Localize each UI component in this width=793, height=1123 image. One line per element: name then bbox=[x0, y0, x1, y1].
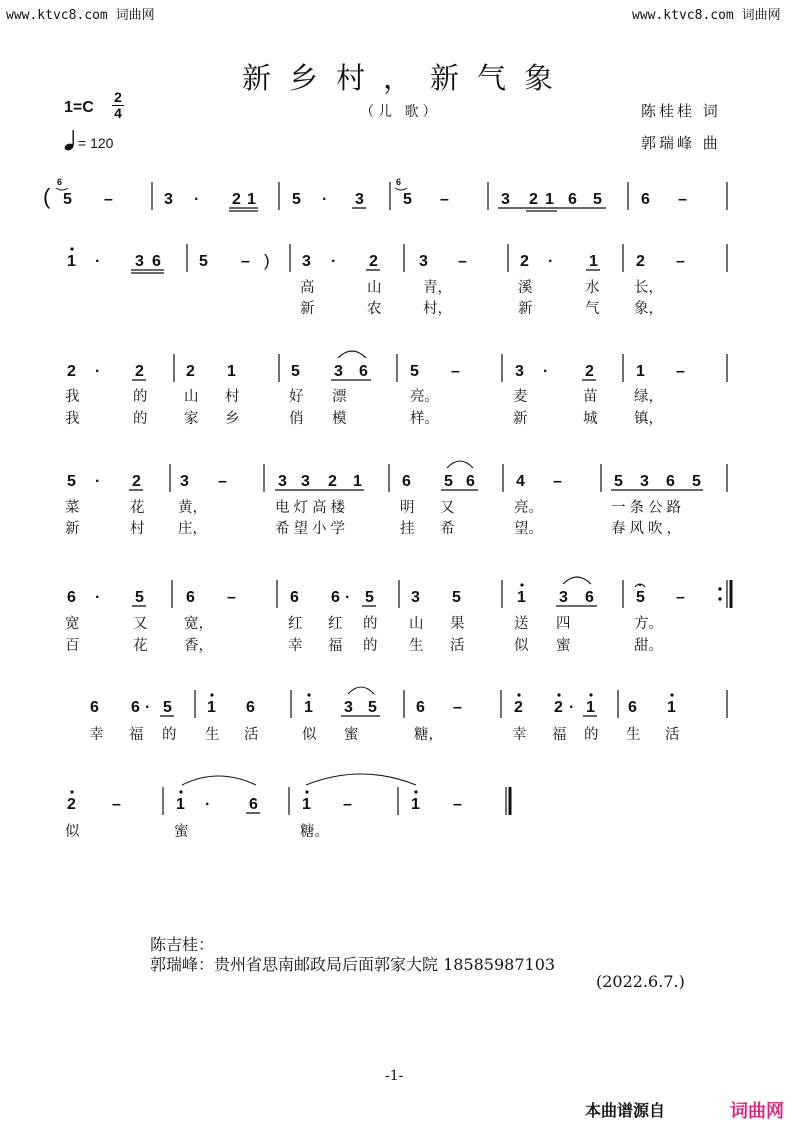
lyric: 漂 bbox=[332, 389, 347, 405]
svg-text:5: 5 bbox=[444, 473, 453, 490]
lyric: 山 bbox=[367, 280, 382, 296]
intro-paren: ( bbox=[43, 184, 51, 209]
lyric: 希 bbox=[440, 521, 455, 537]
svg-text:6: 6 bbox=[585, 589, 594, 606]
svg-text:3: 3 bbox=[344, 699, 353, 716]
svg-text:6: 6 bbox=[416, 699, 425, 716]
svg-text:5: 5 bbox=[291, 363, 300, 380]
svg-text:1: 1 bbox=[304, 699, 313, 716]
svg-text:–: – bbox=[112, 796, 121, 813]
lyric: 农 bbox=[367, 301, 382, 317]
svg-text:2: 2 bbox=[636, 253, 645, 270]
svg-text:–: – bbox=[453, 699, 462, 716]
svg-text:1: 1 bbox=[207, 699, 216, 716]
page-number: -1- bbox=[385, 1068, 404, 1084]
svg-text:·: · bbox=[95, 473, 101, 490]
svg-text:6: 6 bbox=[359, 363, 368, 380]
svg-text:2: 2 bbox=[554, 699, 563, 716]
lyric: 似 bbox=[65, 824, 80, 840]
lyric: 的 bbox=[133, 411, 148, 427]
svg-text:2: 2 bbox=[369, 253, 378, 270]
lyric: 我 bbox=[65, 411, 80, 427]
svg-text:6: 6 bbox=[290, 589, 299, 606]
svg-text:6: 6 bbox=[331, 589, 340, 606]
lyric: 高 bbox=[300, 280, 315, 296]
lyric: 青， bbox=[423, 280, 452, 296]
time-bottom: 4 bbox=[114, 105, 122, 121]
svg-text:5: 5 bbox=[163, 699, 172, 716]
lyric: 新 bbox=[65, 521, 80, 537]
lyric: 的 bbox=[162, 727, 177, 743]
lyric: 溪 bbox=[518, 280, 533, 296]
svg-text:6: 6 bbox=[131, 699, 140, 716]
svg-text:6: 6 bbox=[246, 699, 255, 716]
svg-text:–: – bbox=[104, 191, 113, 208]
lyric: 象， bbox=[634, 301, 663, 317]
lyric: 蜜 bbox=[174, 824, 189, 840]
svg-text:6: 6 bbox=[628, 699, 637, 716]
svg-text:1: 1 bbox=[411, 796, 420, 813]
lyric: 水 bbox=[585, 280, 600, 296]
svg-text:·: · bbox=[322, 191, 328, 208]
lyric: 活 bbox=[665, 727, 680, 743]
svg-text:1: 1 bbox=[227, 363, 236, 380]
lyric: 似 bbox=[302, 727, 317, 743]
lyric: 我 bbox=[65, 389, 80, 405]
lyric: 似 bbox=[514, 638, 529, 654]
tempo-value: = 120 bbox=[78, 135, 114, 151]
svg-text:5: 5 bbox=[292, 191, 301, 208]
system-2 bbox=[67, 244, 727, 273]
lyric: 福 bbox=[328, 638, 343, 654]
lyric: 山 bbox=[409, 616, 424, 632]
lyric: 黄， bbox=[178, 500, 207, 516]
svg-text:5: 5 bbox=[614, 473, 623, 490]
lyric: 好 bbox=[289, 389, 304, 405]
svg-text:–: – bbox=[553, 473, 562, 490]
svg-text:–: – bbox=[676, 253, 685, 270]
lyric: 福 bbox=[552, 727, 567, 743]
watermark-site: www.ktvc8.com bbox=[6, 8, 108, 23]
lyric: 糖。 bbox=[300, 824, 329, 840]
svg-text:·: · bbox=[345, 589, 351, 606]
svg-text:3: 3 bbox=[334, 363, 343, 380]
system-1 bbox=[43, 177, 727, 211]
lyric: 俏 bbox=[289, 411, 304, 427]
svg-text:2: 2 bbox=[186, 363, 195, 380]
svg-text:1: 1 bbox=[353, 473, 362, 490]
key-signature: 1=C bbox=[64, 99, 94, 116]
svg-text:2: 2 bbox=[67, 796, 76, 813]
lyric: 挂 bbox=[400, 521, 415, 537]
lyric: 幸 bbox=[288, 638, 303, 654]
svg-text:1: 1 bbox=[589, 253, 598, 270]
svg-text:6: 6 bbox=[666, 473, 675, 490]
svg-text:3: 3 bbox=[180, 473, 189, 490]
lyric: 村 bbox=[130, 521, 145, 537]
lyric: 生 bbox=[409, 638, 424, 654]
svg-text:5: 5 bbox=[368, 699, 377, 716]
lyric: 果 bbox=[450, 616, 465, 632]
svg-text:): ) bbox=[264, 251, 270, 270]
lyric: 明 bbox=[400, 500, 415, 516]
lyric: 长， bbox=[634, 280, 663, 296]
svg-text:5: 5 bbox=[365, 589, 374, 606]
lyric: 城 bbox=[583, 411, 598, 427]
lyric: 春风吹， bbox=[611, 521, 685, 537]
svg-text:6: 6 bbox=[67, 589, 76, 606]
svg-text:2: 2 bbox=[514, 699, 523, 716]
svg-text:·: · bbox=[205, 796, 211, 813]
grace-note: 6 bbox=[57, 177, 63, 187]
system-5 bbox=[67, 577, 731, 608]
watermark-site: www.ktvc8.com bbox=[632, 8, 734, 23]
lyric: 四 bbox=[556, 616, 571, 632]
lyric: 亮。 bbox=[410, 389, 439, 405]
lyric: 新 bbox=[300, 301, 315, 317]
lyric: 望。 bbox=[514, 521, 543, 537]
svg-text:2: 2 bbox=[328, 473, 337, 490]
lyric: 山 bbox=[184, 389, 199, 405]
lyric: 生 bbox=[626, 727, 641, 743]
lyric: 希望小学 bbox=[275, 521, 349, 537]
svg-text:·: · bbox=[194, 191, 200, 208]
svg-text:3: 3 bbox=[135, 253, 144, 270]
svg-text:·: · bbox=[145, 699, 151, 716]
svg-text:6: 6 bbox=[90, 699, 99, 716]
svg-text:1: 1 bbox=[545, 191, 554, 208]
lyric: 样。 bbox=[410, 411, 439, 427]
lyric: 气 bbox=[585, 301, 600, 317]
svg-text:3: 3 bbox=[640, 473, 649, 490]
lyric: 苗 bbox=[583, 389, 598, 405]
svg-text:1: 1 bbox=[586, 699, 595, 716]
svg-text:·: · bbox=[95, 253, 101, 270]
svg-text:3: 3 bbox=[278, 473, 287, 490]
lyric: 又 bbox=[133, 616, 148, 632]
svg-text:3: 3 bbox=[419, 253, 428, 270]
lyric: 新 bbox=[518, 301, 533, 317]
svg-text:3: 3 bbox=[355, 191, 364, 208]
svg-text:5: 5 bbox=[410, 363, 419, 380]
song-subtitle: （儿 歌） bbox=[360, 104, 441, 120]
svg-text:·: · bbox=[95, 363, 101, 380]
svg-text:6: 6 bbox=[152, 253, 161, 270]
lyric: 蜜 bbox=[344, 727, 359, 743]
svg-text:–: – bbox=[676, 589, 685, 606]
lyric: 生 bbox=[205, 727, 220, 743]
lyric: 甜。 bbox=[634, 638, 663, 654]
lyric: 糖， bbox=[414, 727, 443, 743]
lyric: 花 bbox=[133, 638, 148, 654]
lyric: 百 bbox=[65, 638, 80, 654]
lyric: 村 bbox=[225, 389, 240, 405]
svg-text:3: 3 bbox=[501, 191, 510, 208]
source-label: 本曲谱源自 bbox=[585, 1101, 666, 1120]
svg-text:5: 5 bbox=[636, 589, 645, 606]
lyric: 红 bbox=[328, 616, 343, 632]
lyric: 一条公路 bbox=[611, 500, 685, 516]
svg-text:3: 3 bbox=[515, 363, 524, 380]
svg-text:5: 5 bbox=[452, 589, 461, 606]
svg-text:–: – bbox=[451, 363, 460, 380]
svg-text:2: 2 bbox=[529, 191, 538, 208]
svg-text:2: 2 bbox=[132, 473, 141, 490]
time-top: 2 bbox=[114, 89, 122, 105]
svg-text:5: 5 bbox=[135, 589, 144, 606]
lyric: 麦 bbox=[513, 389, 528, 405]
lyric: 亮。 bbox=[514, 500, 543, 516]
contact-guo: 郭瑞峰：贵州省思南邮政局后面郭家大院 18585987103 bbox=[150, 955, 556, 974]
svg-text:5: 5 bbox=[403, 191, 412, 208]
svg-text:6: 6 bbox=[249, 796, 258, 813]
svg-text:5: 5 bbox=[593, 191, 602, 208]
lyric: 的 bbox=[133, 389, 148, 405]
svg-text:6: 6 bbox=[186, 589, 195, 606]
svg-text:·: · bbox=[569, 699, 575, 716]
lyric: 电灯高楼 bbox=[275, 500, 349, 516]
svg-text:1: 1 bbox=[67, 253, 76, 270]
contact-chen: 陈吉桂： bbox=[150, 935, 215, 954]
watermark-name: 词曲网 bbox=[741, 8, 781, 23]
svg-text:2: 2 bbox=[585, 363, 594, 380]
lyric: 又 bbox=[440, 500, 455, 516]
svg-text:3: 3 bbox=[164, 191, 173, 208]
svg-text:–: – bbox=[343, 796, 352, 813]
svg-text:3: 3 bbox=[302, 253, 311, 270]
svg-text:6: 6 bbox=[402, 473, 411, 490]
grace-note: 6 bbox=[396, 177, 402, 187]
svg-text:6: 6 bbox=[568, 191, 577, 208]
composer: 郭瑞峰 曲 bbox=[641, 134, 721, 152]
system-3 bbox=[67, 351, 727, 382]
svg-text:5: 5 bbox=[63, 191, 72, 208]
lyric: 村， bbox=[423, 301, 452, 317]
lyric: 菜 bbox=[65, 500, 80, 516]
lyric: 新 bbox=[513, 411, 528, 427]
lyric: 的 bbox=[584, 727, 599, 743]
svg-text:·: · bbox=[548, 253, 554, 270]
lyric: 的 bbox=[363, 616, 378, 632]
lyric: 蜜 bbox=[556, 638, 571, 654]
svg-text:1: 1 bbox=[517, 589, 526, 606]
lyric: 方。 bbox=[634, 616, 663, 632]
lyric: 活 bbox=[450, 638, 465, 654]
svg-text:–: – bbox=[458, 253, 467, 270]
svg-text:1: 1 bbox=[667, 699, 676, 716]
lyric: 花 bbox=[130, 500, 145, 516]
lyric: 活 bbox=[244, 727, 259, 743]
lyric: 宽 bbox=[65, 616, 80, 632]
svg-text:4: 4 bbox=[516, 473, 525, 490]
svg-text:·: · bbox=[95, 589, 101, 606]
lyricist: 陈桂桂 词 bbox=[641, 102, 721, 120]
system-6 bbox=[90, 687, 727, 718]
svg-text:2: 2 bbox=[232, 191, 241, 208]
lyric: 幸 bbox=[512, 727, 527, 743]
lyric: 模 bbox=[332, 411, 347, 427]
lyric: 乡 bbox=[225, 411, 240, 427]
svg-text:6: 6 bbox=[466, 473, 475, 490]
svg-text:–: – bbox=[453, 796, 462, 813]
svg-text:3: 3 bbox=[559, 589, 568, 606]
brand-logo: 词曲网 bbox=[730, 1101, 784, 1122]
lyric: 幸 bbox=[89, 727, 104, 743]
svg-text:1: 1 bbox=[302, 796, 311, 813]
song-title: 新乡村，新气象 bbox=[242, 61, 572, 95]
svg-text:–: – bbox=[227, 589, 236, 606]
svg-text:3: 3 bbox=[301, 473, 310, 490]
lyric: 送 bbox=[514, 616, 529, 632]
lyric: 家 bbox=[184, 411, 199, 427]
svg-text:–: – bbox=[676, 363, 685, 380]
svg-text:–: – bbox=[218, 473, 227, 490]
svg-text:–: – bbox=[678, 191, 687, 208]
lyric: 宽， bbox=[184, 616, 213, 632]
lyric: 庄， bbox=[178, 521, 207, 537]
svg-text:–: – bbox=[241, 253, 250, 270]
svg-text:5: 5 bbox=[692, 473, 701, 490]
lyric: 绿， bbox=[634, 389, 663, 405]
svg-text:1: 1 bbox=[176, 796, 185, 813]
lyric: 福 bbox=[129, 727, 144, 743]
svg-text:5: 5 bbox=[199, 253, 208, 270]
svg-text:5: 5 bbox=[67, 473, 76, 490]
svg-text:3: 3 bbox=[411, 589, 420, 606]
svg-text:6: 6 bbox=[641, 191, 650, 208]
svg-text:2: 2 bbox=[67, 363, 76, 380]
svg-text:–: – bbox=[440, 191, 449, 208]
svg-text:·: · bbox=[331, 253, 337, 270]
system-4 bbox=[67, 461, 727, 492]
svg-text:·: · bbox=[543, 363, 549, 380]
svg-text:2: 2 bbox=[520, 253, 529, 270]
lyric: 镇， bbox=[634, 411, 663, 427]
date: (2022.6.7.) bbox=[596, 972, 685, 991]
watermark-name: 词曲网 bbox=[115, 8, 155, 23]
svg-text:1: 1 bbox=[247, 191, 256, 208]
lyric: 香， bbox=[184, 638, 213, 654]
lyric: 红 bbox=[288, 616, 303, 632]
lyric: 的 bbox=[363, 638, 378, 654]
system-7 bbox=[67, 774, 510, 815]
svg-text:1: 1 bbox=[636, 363, 645, 380]
svg-text:2: 2 bbox=[135, 363, 144, 380]
